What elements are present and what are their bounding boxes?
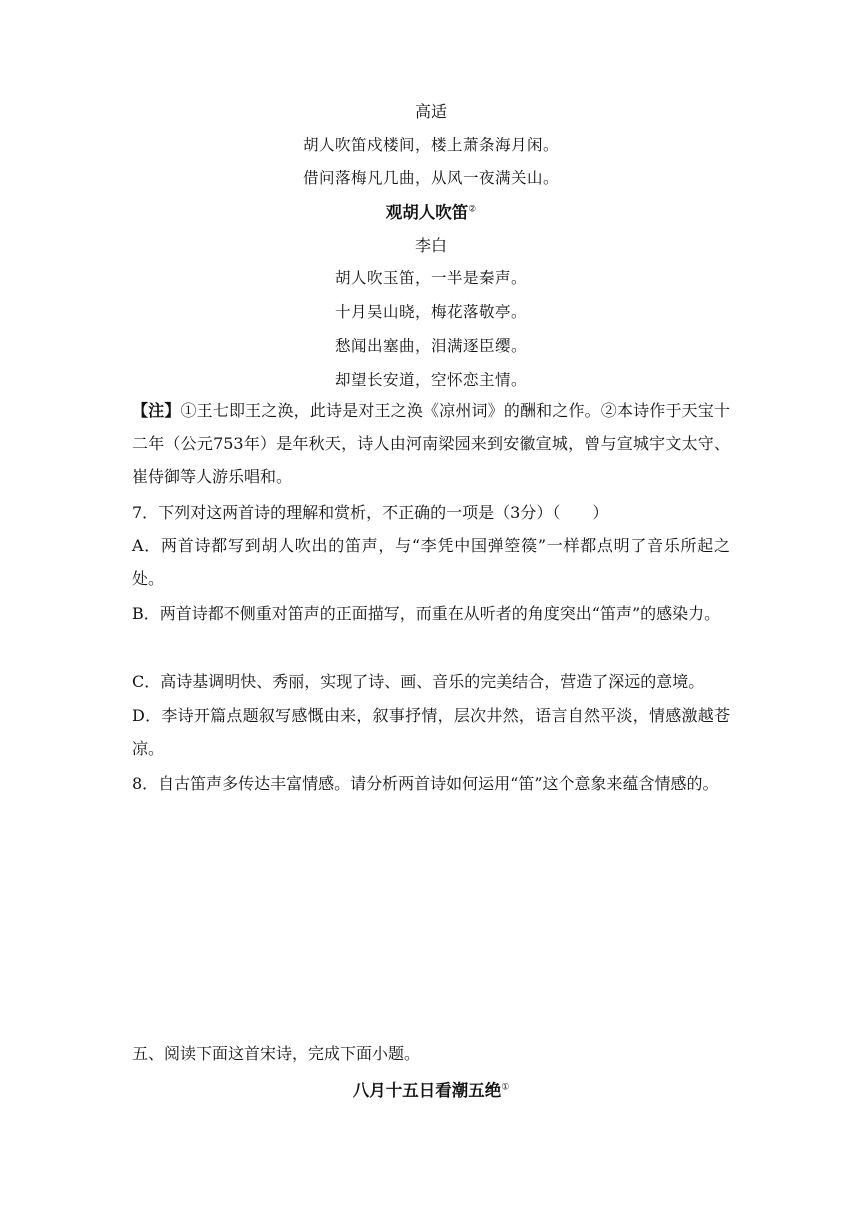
- question-7-option-b: B．两首诗都不侧重对笛声的正面描写，而重在从听者的角度突出“笛声”的感染力。: [132, 604, 721, 623]
- question-7-option-a: A．两首诗都写到胡人吹出的笛声，与“李凭中国弹箜篌”一样都点明了音乐所起之处。: [132, 536, 730, 588]
- poem2-line-1: 胡人吹玉笛，一半是秦声。: [334, 269, 527, 287]
- poem2-line-4: 却望长安道，空怀恋主情。: [334, 371, 527, 389]
- poem1-author: 高适: [414, 102, 447, 121]
- section-5-poem-title: [132, 1077, 730, 1101]
- question-7-option-c: C．高诗基调明快、秀丽，实现了诗、画、音乐的完美结合，营造了深远的意境。: [132, 672, 705, 691]
- poem1-line-2: 借问落梅凡几曲，从风一夜满关山。: [302, 169, 559, 187]
- section-5-poem-title-text: 八月十五日看潮五绝: [352, 1081, 502, 1100]
- section-5-title-footnote-mark: ①: [501, 1082, 510, 1093]
- poem2-line-2: 十月吴山晓，梅花落敬亭。: [334, 303, 527, 321]
- note-tag: 【注】: [132, 401, 181, 420]
- annotation-note: [132, 394, 730, 493]
- poem1-line-1: 胡人吹笛戍楼间，楼上萧条海月闲。: [302, 136, 559, 154]
- question-8-stem: 8．自古笛声多传达丰富情感。请分析两首诗如何运用“笛”这个意象来蕴含情感的。: [132, 774, 719, 793]
- poem2-title-text: 观胡人吹笛: [385, 203, 469, 222]
- poem2-line-3: 愁闻出塞曲，泪满逐臣缨。: [334, 337, 527, 355]
- poem2-title: [132, 199, 730, 223]
- poem2-author: 李白: [414, 236, 447, 255]
- question-7-option-d: D．李诗开篇点题叙写感慨由来，叙事抒情，层次井然，语言自然平淡，情感激越苍凉。: [132, 706, 730, 758]
- question-7-stem: 7．下列对这两首诗的理解和赏析，不正确的一项是（3分）（ ）: [132, 503, 609, 522]
- section-5-heading: 五、阅读下面这首宋诗，完成下面小题。: [132, 1044, 421, 1063]
- poem2-title-footnote-mark: ②: [468, 204, 477, 215]
- note-text: ①王七即王之涣，此诗是对王之涣《凉州词》的酬和之作。②本诗作于天宝十二年（公元753年）是年秋天，诗人由河南梁园来到安徽宣城，曾与宣城宇文太守、崔侍御等人游乐唱和。: [132, 401, 730, 486]
